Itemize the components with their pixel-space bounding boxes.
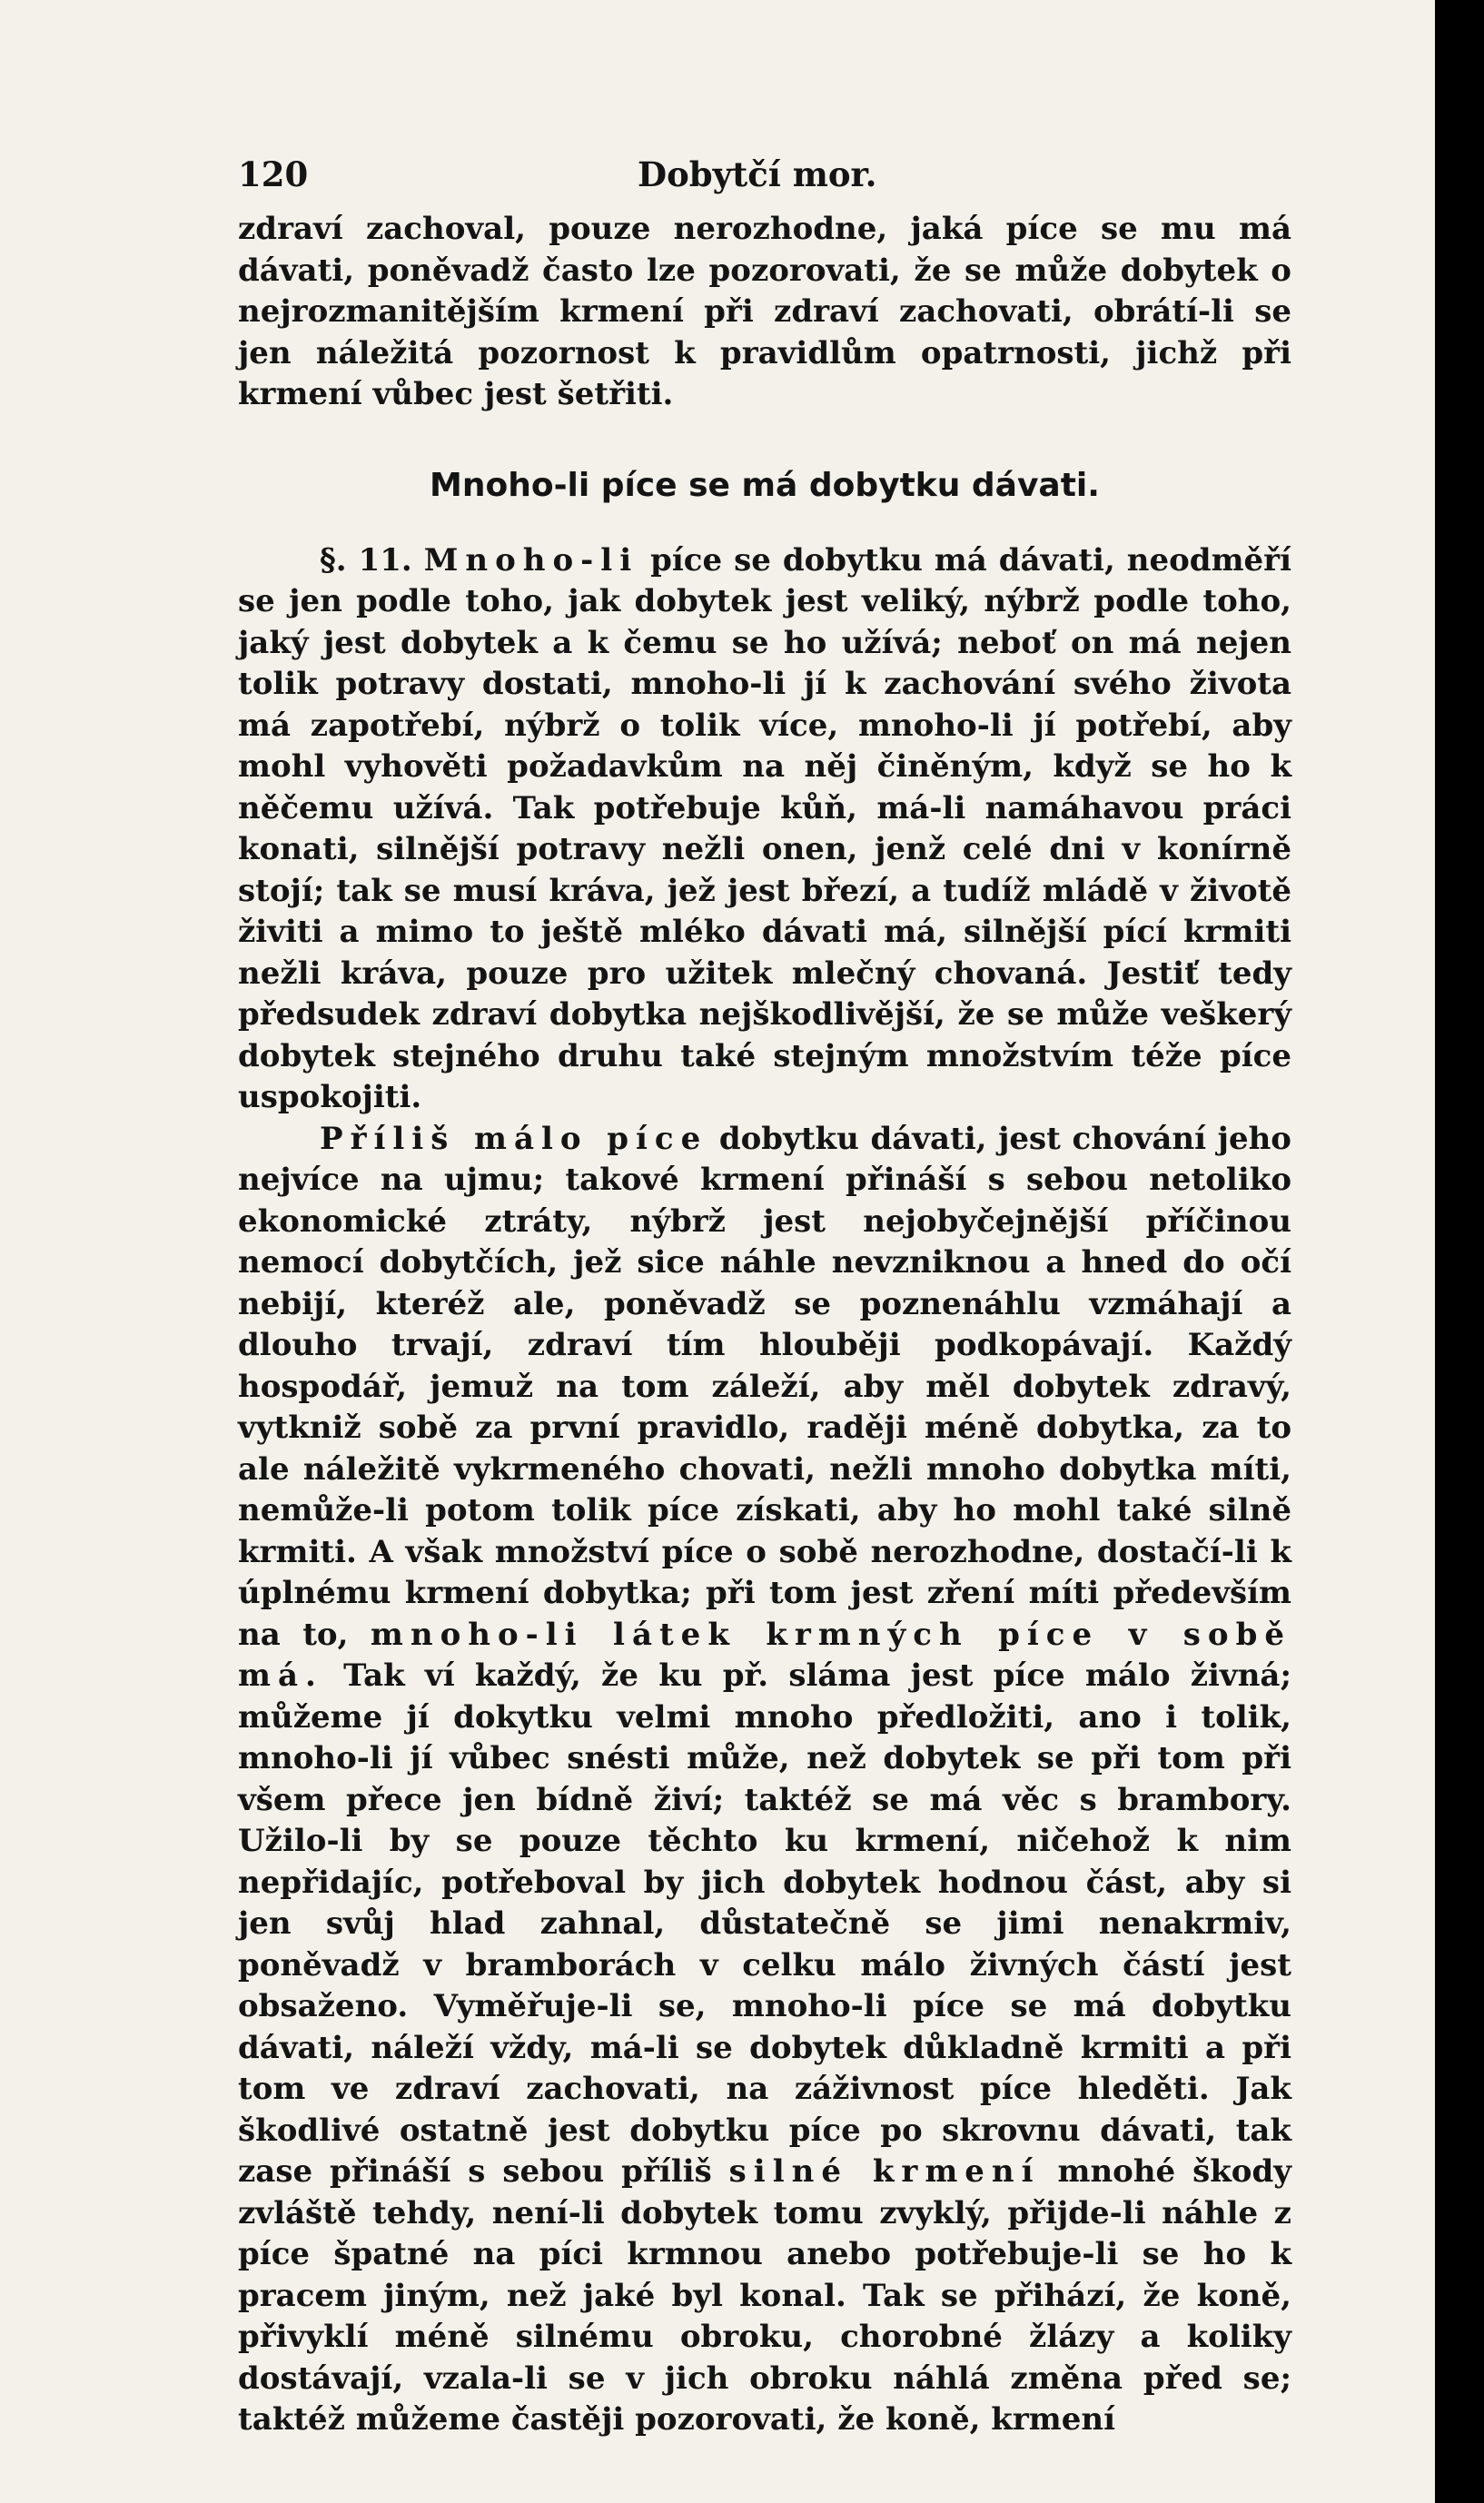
page-number: 120 — [238, 154, 309, 194]
scan-edge — [1435, 0, 1484, 2503]
emphasis-silne-krmeni: silné krmení — [728, 2153, 1041, 2190]
paragraph-prilis-malo — [238, 1119, 1291, 2441]
page-content — [238, 136, 1291, 2441]
paragraph-text: Tak ví každý, že ku př. sláma jest píce málo živná; můžeme jí dokytku velmi mnoho předložiti, ano i tolik, mnoho-li jí vůbec snésti může, než dobytek se při tom při všem přece jen bídně živí; taktéž se má věc s brambory. Užilo-li by se pouze těchto ku krmení, ničehož k nim nepřidajíc, potřeboval by jich dobytek hodnou část, aby si jen svůj hlad zahnal, důstatečně se jimi nenakrmiv, poněvadž v bramborách v celku málo živných částí jest obsaženo. Vyměřuje-li se, mnoho-li píce se má dobytku dávati, náleží vždy, má-li se dobytek důkladně krmiti a při tom ve zdraví zachovati, na záživnost píce hleděti. Jak škodlivé ostatně jest dobytku píce po skrovnu dávati, tak zase přináší s sebou příliš — [238, 1657, 1291, 2190]
emphasis-mnoho-li: Mnoho-li — [423, 541, 639, 579]
paragraph-text: dobytku dávati, jest chování jeho nejvíce na ujmu; takové krmení přináší s sebou netoliko ekonomické ztráty, nýbrž jest nejobyčejnější příčinou nemocí dobytčích, jež sice náhle nevzniknou a hned do očí nebijí, kteréž ale, poněvadž se poznenáhlu vzmáhají a dlouho trvají, zdraví tím hlouběji podkopávají. Každý hospodář, jemuž na tom záleží, aby měl dobytek zdravý, vytkniž sobě za první pravidlo, raději méně dobytka, za to ale náležitě vykrmeného chovati, nežli mnoho dobytka míti, nemůže-li potom tolik píce získati, aby ho mohl také silně krmiti. A však množství píce o sobě nerozhodne, dostačí-li k úplnému krmení dobytka; při tom jest zření míti především na to, — [238, 1120, 1291, 1653]
section-number: §. 11. — [320, 541, 412, 579]
paragraph-text: píce se dobytku má dávati, neodměří se jen podle toho, jak dobytek jest veliký, nýbrž podle toho, jaký jest dobytek a k čemu se ho užívá; neboť on má nejen tolik potravy dostati, mnoho-li jí k zachování svého života má zapotřebí, nýbrž o tolik více, mnoho-li jí potřebí, aby mohl vyhověti požadavkům na něj činěným, když se ho k něčemu užívá. Tak potřebuje kůň, má-li namáhavou práci konati, silnější potravy nežli onen, jenž celé dni v konírně stojí; tak se musí kráva, jež jest březí, a tudíž mládě v životě živiti a mimo to ještě mléko dávati má, silnější pící krmiti nežli kráva, pouze pro užitek mlečný chovaná. Jestiť tedy předsudek zdraví dobytka nejškodlivější, že se může veškerý dobytek stejného druhu také stejným množstvím téže píce uspokojiti. — [238, 541, 1292, 1115]
running-title: Dobytčí mor. — [638, 154, 877, 194]
emphasis-prilis-malo-pice: Příliš málo píce — [320, 1120, 708, 1157]
intro-paragraph: zdraví zachoval, pouze nerozhodne, jaká píce se mu má dávati, poněvadž často lze pozorovati, že se může dobytek o nejrozmanitějším krmení při zdraví zachovati, obrátí-li se jen náležitá pozornost k pravidlům opatrnosti, jichž při krmení vůbec jest šetřiti. — [238, 211, 1291, 412]
section-title: Mnoho-li píce se má dobytku dávati. — [430, 466, 1100, 504]
paragraph-text: mnohé škody zvláště tehdy, není-li dobytek tomu zvyklý, přijde-li náhle z píce špatné na píci krmnou anebo potřebuje-li se ho k pracem jiným, než jaké byl konal. Tak se přihází, že koně, přivyklí méně silnému obroku, chorobné žlázy a koliky dostávají, vzala-li se v jich obroku náhlá změna před se; taktéž můžeme častěji pozorovati, že koně, krmení — [238, 2153, 1291, 2438]
paragraph-section-11 — [238, 540, 1291, 1119]
emphasis-latek-krmnych: mnoho-li látek krmných píce v sobě má. — [238, 1616, 1291, 1694]
page-header — [238, 136, 1291, 209]
